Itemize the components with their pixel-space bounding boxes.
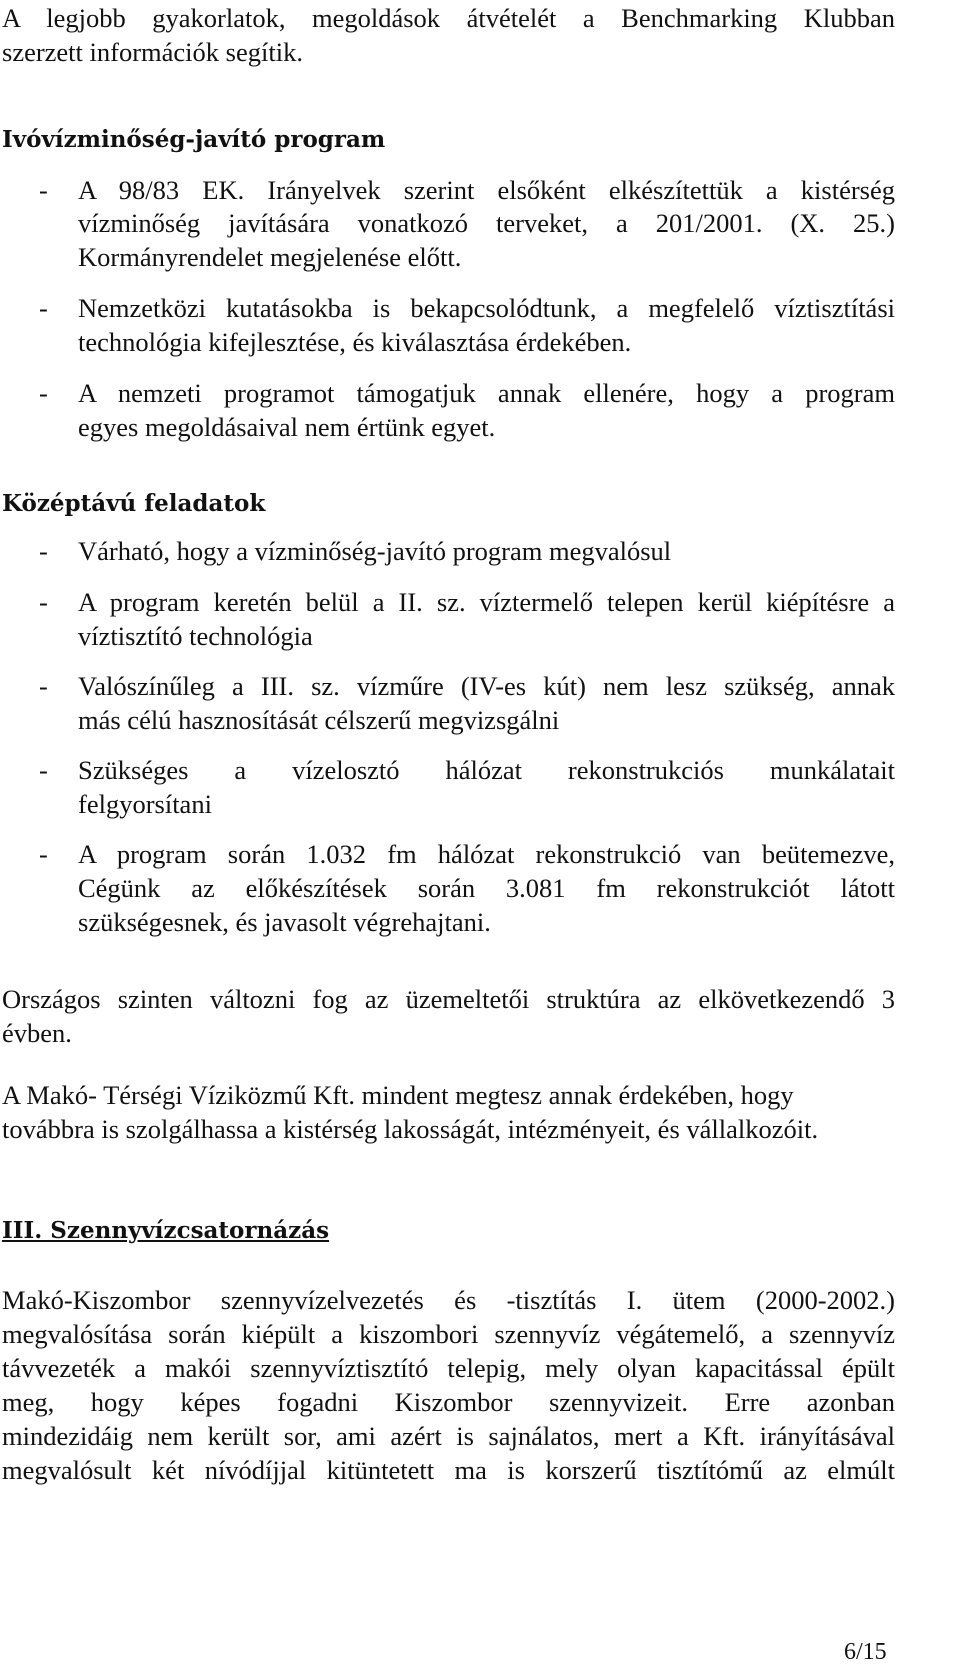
list-item-line: Várható, hogy a vízminőség-javító program megvalósul: [78, 536, 672, 566]
section-heading-midterm: Középtávú feladatok: [2, 490, 266, 517]
paragraph-line: megvalósult két nívódíjjal kitüntetett ma is korszerű tisztítómű az elmúlt: [2, 1455, 895, 1485]
list-item-line: egyes megoldásaival nem értünk egyet.: [78, 412, 496, 442]
list-item-line: felgyorsítani: [78, 789, 212, 819]
list-item-line: Kormányrendelet megjelenése előtt.: [78, 242, 462, 272]
paragraph-line: meg, hogy képes fogadni Kiszombor szennyvizeit. Erre azonban: [2, 1387, 895, 1417]
paragraph-line: A Makó- Térségi Víziközmű Kft. mindent megtesz annak érdekében, hogy: [2, 1080, 794, 1110]
paragraph-line: mindezidáig nem került sor, ami azért is sajnálatos, mert a Kft. irányításával: [2, 1421, 895, 1451]
intro-line: szerzett információk segítik.: [2, 37, 303, 67]
list-item-line: szükségesnek, és javasolt végrehajtani.: [78, 907, 491, 937]
list-item-line: Valószínűleg a III. sz. vízműre (IV-es kút) nem lesz szükség, annak: [78, 671, 895, 701]
list-item-line: Nemzetközi kutatásokba is bekapcsolódtunk, a megfelelő víztisztítási: [78, 293, 895, 323]
list-bullet: -: [39, 293, 48, 323]
paragraph-line: Országos szinten változni fog az üzemeltetői struktúra az elkövetkezendő 3: [2, 984, 895, 1014]
list-bullet: -: [39, 378, 48, 408]
list-item-line: A program során 1.032 fm hálózat rekonstrukció van beütemezve,: [78, 839, 895, 869]
paragraph-line: távvezeték a makói szennyvíztisztító telepig, mely olyan kapacitással épült: [2, 1353, 895, 1383]
paragraph-line: évben.: [2, 1018, 72, 1048]
list-item-line: Cégünk az előkészítések során 3.081 fm rekonstrukciót látott: [78, 873, 895, 903]
list-item-line: Szükséges a vízelosztó hálózat rekonstrukciós munkálatait: [78, 755, 895, 785]
list-bullet: -: [39, 755, 48, 785]
list-item-line: technológia kifejlesztése, és kiválasztása érdekében.: [78, 327, 632, 357]
list-item-line: A nemzeti programot támogatjuk annak ellenére, hogy a program: [78, 378, 895, 408]
list-bullet: -: [39, 839, 48, 869]
list-item-line: A 98/83 EK. Irányelvek szerint elsőként elkészítettük a kistérség: [78, 175, 895, 205]
list-item-line: vízminőség javítására vonatkozó terveket, a 201/2001. (X. 25.): [78, 208, 895, 238]
paragraph-line: továbbra is szolgálhassa a kistérség lakosságát, intézményeit, és vállalkozóit.: [2, 1114, 819, 1144]
intro-line: A legjobb gyakorlatok, megoldások átvételét a Benchmarking Klubban: [2, 3, 895, 33]
list-bullet: -: [39, 587, 48, 617]
list-item-line: más célú hasznosítását célszerű megvizsgálni: [78, 705, 560, 735]
list-item-line: víztisztító technológia: [78, 621, 313, 651]
section-heading-water: Ivóvízminőség-javító program: [2, 126, 386, 153]
list-bullet: -: [39, 175, 48, 205]
paragraph-line: megvalósítása során kiépült a kiszombori szennyvíz végátemelő, a szennyvíz: [2, 1319, 895, 1349]
paragraph-line: Makó-Kiszombor szennyvízelvezetés és -tisztítás I. ütem (2000-2002.): [2, 1285, 895, 1315]
page-number: 6/15: [844, 1639, 887, 1665]
list-bullet: -: [39, 671, 48, 701]
list-bullet: -: [39, 536, 48, 566]
section-heading-sewer: III. Szennyvízcsatornázás: [2, 1217, 330, 1244]
list-item-line: A program keretén belül a II. sz. víztermelő telepen kerül kiépítésre a: [78, 587, 895, 617]
